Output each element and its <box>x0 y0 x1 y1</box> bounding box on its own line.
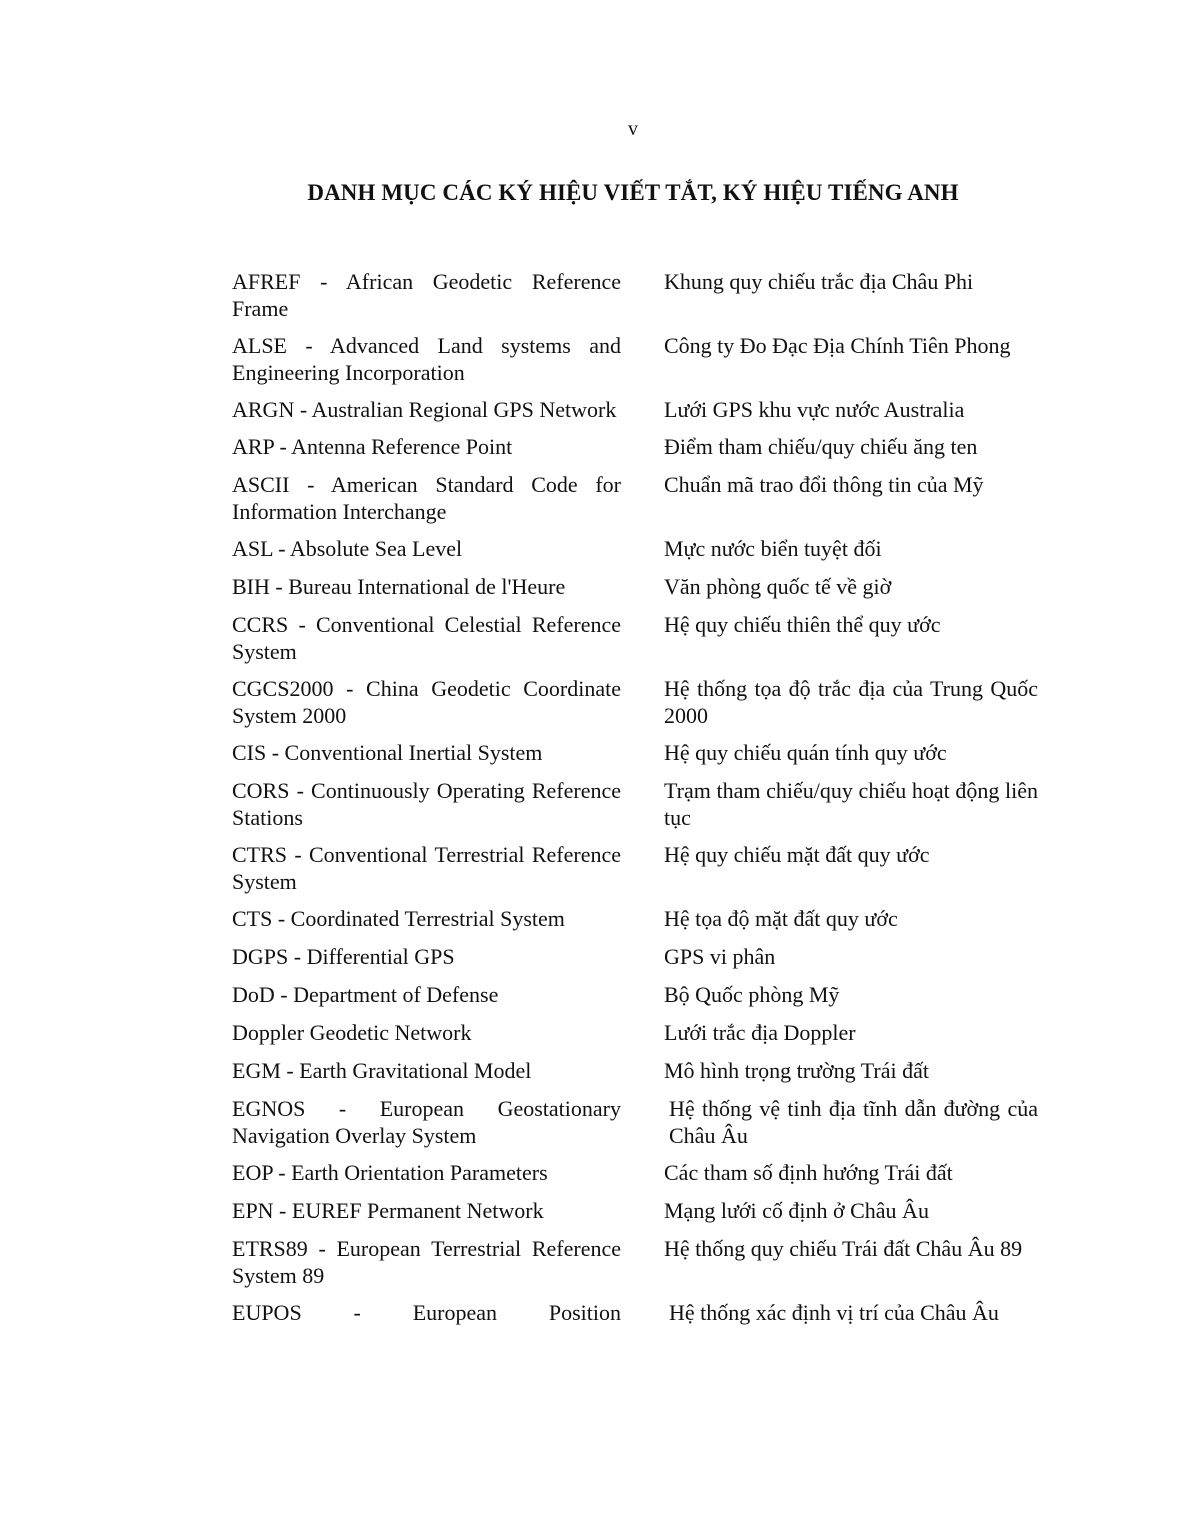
abbreviation-term: CORS - Continuously Operating Reference Stations <box>232 778 621 830</box>
abbreviation-meaning: Hệ tọa độ mặt đất quy ước <box>664 906 898 931</box>
table-row <box>232 1159 1038 1186</box>
abbreviation-term: CIS - Conventional Inertial System <box>232 740 543 765</box>
table-row <box>232 1299 1038 1326</box>
table-row <box>232 905 1038 932</box>
abbreviation-term: CTS - Coordinated Terrestrial System <box>232 906 565 931</box>
abbreviation-term: ARGN - Australian Regional GPS Network <box>232 397 617 422</box>
abbreviation-meaning: Hệ quy chiếu quán tính quy ước <box>664 740 947 765</box>
abbreviation-meaning: Mực nước biển tuyệt đối <box>664 536 882 561</box>
table-row <box>232 841 1038 895</box>
table-row <box>232 1019 1038 1046</box>
abbreviation-meaning: Bộ Quốc phòng Mỹ <box>664 982 840 1007</box>
abbreviation-term: DoD - Department of Defense <box>232 982 499 1007</box>
abbreviation-meaning: Hệ thống quy chiếu Trái đất Châu Âu 89 <box>664 1236 1023 1261</box>
abbreviation-meaning: Công ty Đo Đạc Địa Chính Tiên Phong <box>664 333 1011 358</box>
abbreviation-term: EUPOS - European Position <box>232 1300 621 1325</box>
abbreviation-term: DGPS - Differential GPS <box>232 944 455 969</box>
abbreviation-meaning: Chuẩn mã trao đổi thông tin của Mỹ <box>664 472 984 497</box>
abbreviation-term: CTRS - Conventional Terrestrial Reference System <box>232 842 621 894</box>
abbreviation-meaning: Hệ thống tọa độ trắc địa của Trung Quốc 2000 <box>664 676 1038 728</box>
abbreviation-meaning: Điểm tham chiếu/quy chiếu ăng ten <box>664 434 978 459</box>
table-row <box>232 535 1038 562</box>
table-row <box>232 675 1038 729</box>
table-row <box>232 739 1038 766</box>
abbreviation-term: ASCII - American Standard Code for Information Interchange <box>232 472 621 524</box>
table-row <box>232 943 1038 970</box>
abbreviation-term: CCRS - Conventional Celestial Reference System <box>232 612 621 664</box>
abbreviation-meaning: Lưới trắc địa Doppler <box>664 1020 856 1045</box>
table-row <box>232 396 1038 423</box>
table-row <box>232 1235 1038 1289</box>
abbreviation-meaning: Hệ quy chiếu thiên thể quy ước <box>664 612 941 637</box>
abbreviation-term: EGM - Earth Gravitational Model <box>232 1058 532 1083</box>
abbreviation-term: BIH - Bureau International de l'Heure <box>232 574 566 599</box>
abbreviation-meaning: Hệ quy chiếu mặt đất quy ước <box>664 842 930 867</box>
abbreviation-term: Doppler Geodetic Network <box>232 1020 472 1045</box>
abbreviation-term: ASL - Absolute Sea Level <box>232 536 463 561</box>
abbreviation-term: CGCS2000 - China Geodetic Coordinate System 2000 <box>232 676 621 728</box>
abbreviation-meaning: Khung quy chiếu trắc địa Châu Phi <box>664 269 974 294</box>
abbreviation-meaning: Hệ thống vệ tinh địa tĩnh dẫn đường của Châu Âu <box>669 1096 1038 1148</box>
abbreviation-meaning: Các tham số định hướng Trái đất <box>664 1160 953 1185</box>
table-row <box>232 332 1038 386</box>
table-row <box>232 433 1038 460</box>
abbreviation-meaning: Mô hình trọng trường Trái đất <box>664 1058 929 1083</box>
table-row <box>232 1095 1038 1149</box>
table-row <box>232 1057 1038 1084</box>
abbreviation-term: EGNOS - European Geostationary Navigation Overlay System <box>232 1096 621 1148</box>
page-number: v <box>628 118 638 140</box>
abbreviation-term: EOP - Earth Orientation Parameters <box>232 1160 548 1185</box>
table-row <box>232 1197 1038 1224</box>
table-row <box>232 573 1038 600</box>
abbreviation-meaning: GPS vi phân <box>664 944 776 969</box>
abbreviation-meaning: Lưới GPS khu vực nước Australia <box>664 397 965 422</box>
page-title: DANH MỤC CÁC KÝ HIỆU VIẾT TẮT, KÝ HIỆU TIẾNG ANH <box>307 180 959 205</box>
abbreviation-meaning: Hệ thống xác định vị trí của Châu Âu <box>669 1300 999 1325</box>
abbreviation-meaning: Trạm tham chiếu/quy chiếu hoạt động liên tục <box>664 778 1038 830</box>
abbreviation-term: EPN - EUREF Permanent Network <box>232 1198 544 1223</box>
abbreviation-term: AFREF - African Geodetic Reference Frame <box>232 269 621 321</box>
table-row <box>232 611 1038 665</box>
abbreviation-meaning: Mạng lưới cố định ở Châu Âu <box>664 1198 929 1223</box>
table-row <box>232 777 1038 831</box>
abbreviation-term: ETRS89 - European Terrestrial Reference System 89 <box>232 1236 621 1288</box>
table-row <box>232 981 1038 1008</box>
abbreviation-table <box>232 268 1038 1336</box>
table-row <box>232 471 1038 525</box>
table-row <box>232 268 1038 322</box>
abbreviation-term: ARP - Antenna Reference Point <box>232 434 513 459</box>
abbreviation-meaning: Văn phòng quốc tế về giờ <box>664 574 892 599</box>
abbreviation-term: ALSE - Advanced Land systems and Engineering Incorporation <box>232 333 621 385</box>
